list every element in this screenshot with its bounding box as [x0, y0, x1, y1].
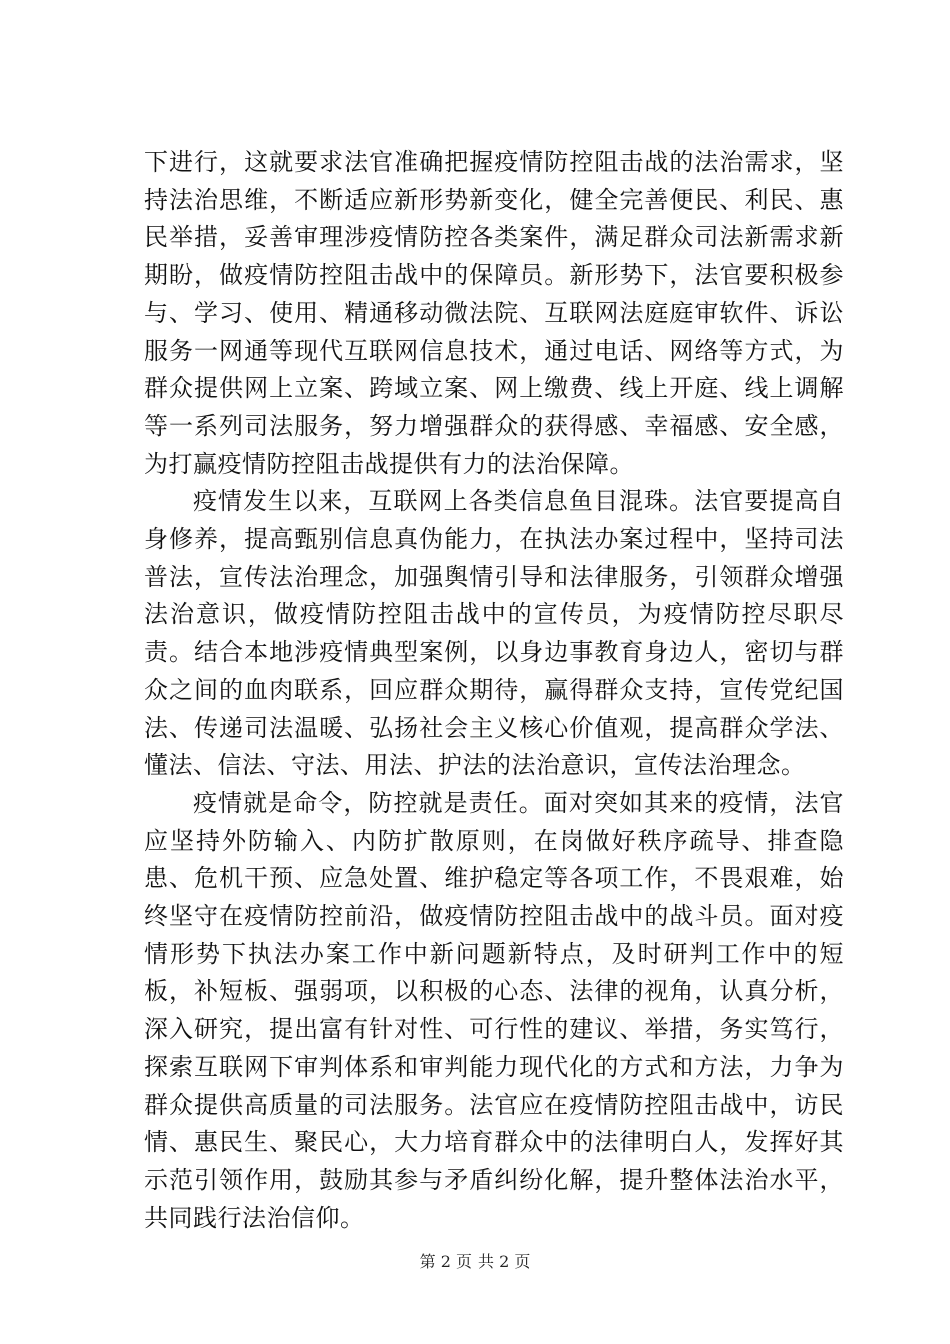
page-total: 共 2 页 [478, 1252, 531, 1271]
paragraph-continuation: 下进行，这就要求法官准确把握疫情防控阻击战的法治需求，坚持法治思维，不断适应新形势新变化，健全完善便民、利民、惠民举措，妥善审理涉疫情防控各类案件，满足群众司法新需求新期盼，做疫情防控阻击战中的保障员。新形势下，法官要积极参与、学习、使用、精通移动微法院、互联网法庭庭审软件、诉讼服务一网通等现代互联网信息技术，通过电话、网络等方式，为群众提供网上立案、跨域立案、网上缴费、线上开庭、线上调解等一系列司法服务，努力增强群众的获得感、幸福感、安全感，为打赢疫情防控阻击战提供有力的法治保障。 [144, 148, 844, 478]
document-body [144, 144, 844, 1237]
paragraph-publicity: 疫情发生以来，互联网上各类信息鱼目混珠。法官要提高自身修养，提高甄别信息真伪能力，在执法办案过程中，坚持司法普法，宣传法治理念，加强舆情引导和法律服务，引领群众增强法治意识，做疫情防控阻击战中的宣传员，为疫情防控尽职尽责。结合本地涉疫情典型案例，以身边事教育身边人，密切与群众之间的血肉联系，回应群众期待，赢得群众支持，宣传党纪国法、传递司法温暖、弘扬社会主义核心价值观，提高群众学法、懂法、信法、守法、用法、护法的法治意识，宣传法治理念。 [144, 487, 844, 780]
paragraph-fighter: 疫情就是命令，防控就是责任。面对突如其来的疫情，法官应坚持外防输入、内防扩散原则，在岗做好秩序疏导、排查隐患、危机干预、应急处置、维护稳定等各项工作，不畏艰难，始终坚守在疫情防控前沿，做疫情防控阻击战中的战斗员。面对疫情形势下执法办案工作中新问题新特点，及时研判工作中的短板，补短板、强弱项，以积极的心态、法律的视角，认真分析，深入研究，提出富有针对性、可行性的建议、举措，务实笃行，探索互联网下审判体系和审判能力现代化的方式和方法，力争为群众提供高质量的司法服务。法官应在疫情防控阻击战中，访民情、惠民生、聚民心，大力培育群众中的法律明白人，发挥好其示范引领作用，鼓励其参与矛盾纠纷化解，提升整体法治水平，共同践行法治信仰。 [144, 788, 844, 1232]
page-footer [0, 1249, 950, 1272]
page-number: 第 2 页 [419, 1252, 472, 1271]
